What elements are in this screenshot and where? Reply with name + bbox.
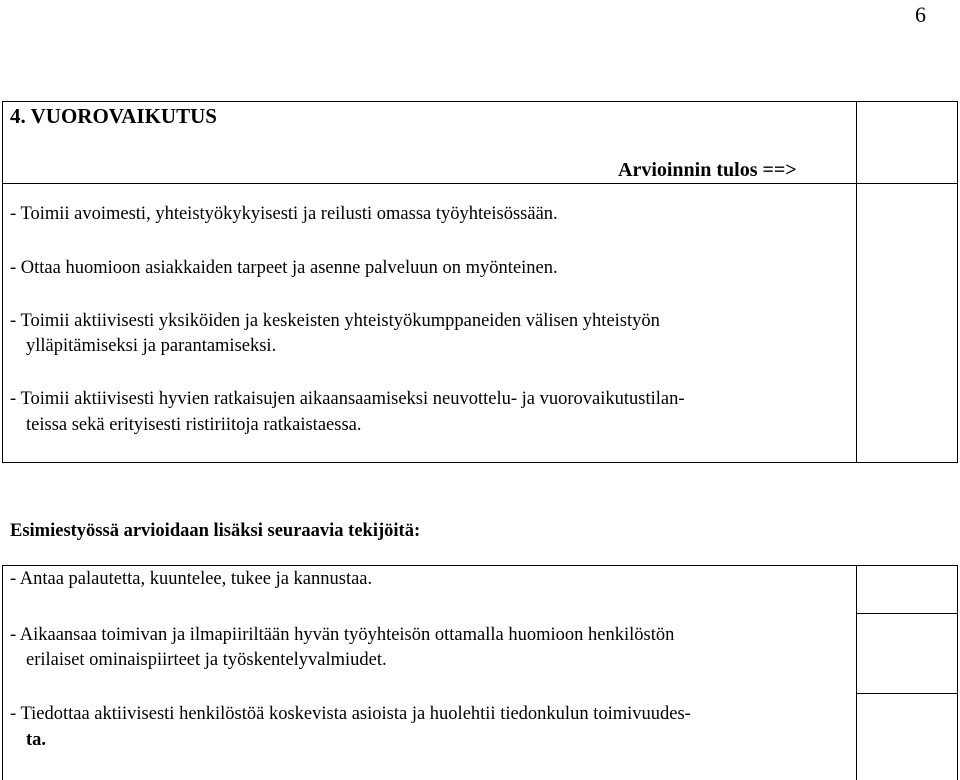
criterion-text: - Toimii aktiivisesti yksiköiden ja keskeisten yhteistyökumppaneiden välisen yhteistyön: [10, 311, 660, 331]
criterion-text-continued: ylläpitämiseksi ja parantamiseksi.: [26, 336, 277, 356]
section-title: 4. VUOROVAIKUTUS: [10, 104, 217, 128]
supervisor-criterion-text: - Aikaansaa toimivan ja ilmapiiriltään hyvän työyhteisön ottamalla huomioon henkilöstön: [10, 625, 675, 645]
supervisor-heading: Esimiestyössä arvioidaan lisäksi seuraavia tekijöitä:: [10, 521, 421, 541]
criterion-text-continued: teissa sekä erityisesti ristiriitoja ratkaistaessa.: [26, 415, 362, 435]
page-number: 6: [915, 2, 926, 27]
result-label: Arvioinnin tulos ==>: [618, 159, 797, 181]
supervisor-criterion-text-continued: ta.: [26, 730, 47, 750]
criterion-text: - Toimii avoimesti, yhteistyökykyisesti ja reilusti omassa työyhteisössään.: [10, 204, 558, 224]
criterion-text: - Toimii aktiivisesti hyvien ratkaisujen aikaansaamiseksi neuvottelu- ja vuorovaikutustilan-: [10, 389, 685, 409]
supervisor-criterion-text-continued: erilaiset ominaispiirteet ja työskentelyvalmiudet.: [26, 650, 387, 670]
criterion-text: - Ottaa huomioon asiakkaiden tarpeet ja asenne palveluun on myönteinen.: [10, 258, 558, 278]
supervisor-criterion-text: - Antaa palautetta, kuuntelee, tukee ja kannustaa.: [10, 569, 373, 589]
supervisor-criterion-text: - Tiedottaa aktiivisesti henkilöstöä koskevista asioista ja huolehtii tiedonkulun toimivuudes-: [10, 704, 691, 724]
